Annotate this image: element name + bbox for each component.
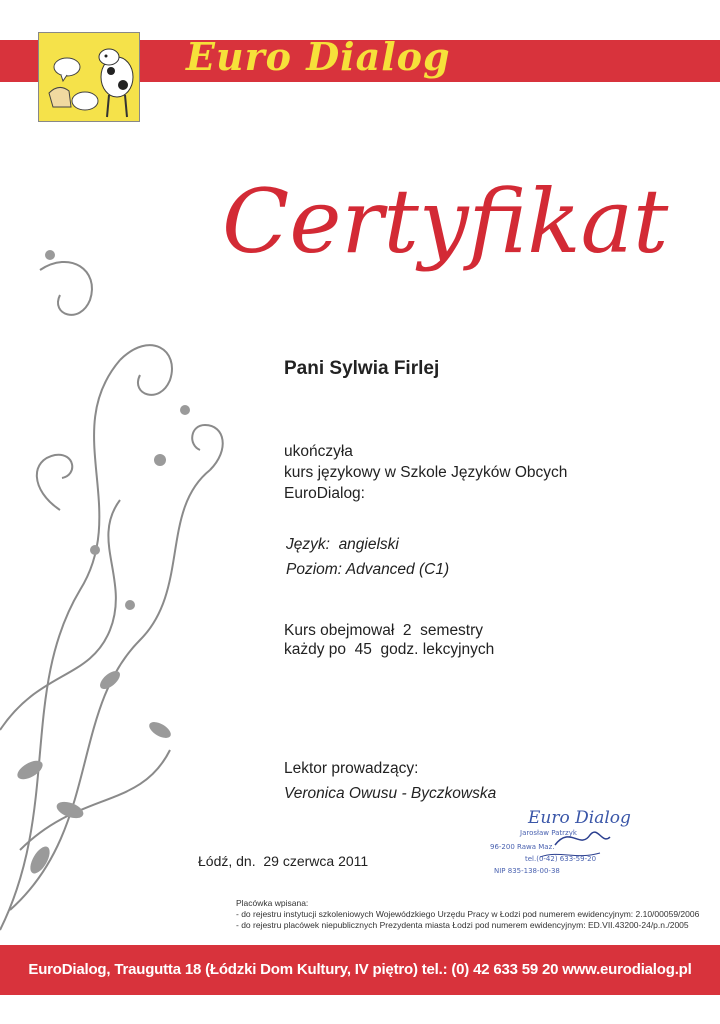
registration-notes [236, 898, 699, 931]
duration-prefix-2: każdy po [284, 641, 347, 658]
certificate-title: Certyfikat [222, 170, 669, 273]
stamp-line-4: NIP 835-138-00-38 [494, 867, 560, 875]
stamp-line-1: Jarosław Patrzyk [520, 829, 577, 837]
lektor-name: Veronica Owusu - Byczkowska [284, 785, 497, 802]
school-text: EuroDialog: [284, 485, 365, 502]
lektor-label: Lektor prowadzący: [284, 760, 419, 777]
stamp-line-2: 96-200 Rawa Maz. [490, 843, 555, 851]
stamp-brand: Euro Dialog [528, 808, 631, 828]
floral-ornament-icon [0, 210, 230, 950]
duration-line-2 [284, 641, 494, 659]
level-line [286, 561, 449, 579]
duration-prefix-1: Kurs obejmował [284, 622, 395, 639]
level-label: Poziom: [286, 561, 342, 578]
language-value: angielski [338, 536, 399, 553]
level-value: Advanced (C1) [345, 561, 450, 578]
brand-name: Euro Dialog [186, 34, 451, 79]
language-label: Język: [286, 536, 330, 553]
registration-line-2: - do rejestru placówek niepublicznych Prezydenta miasta Łodzi pod numerem ewidencyjnym: ED.VII.43200-24/p.n./2005 [236, 920, 689, 930]
brand-subtitle: Szkoła Języków Obcych [204, 83, 359, 97]
semesters-count: 2 [402, 622, 412, 639]
footer-contact: EuroDialog, Traugutta 18 (Łódzki Dom Kultury, IV piętro) tel.: (0) 42 633 59 20 www.eurodialog.pl [28, 961, 692, 978]
logo [38, 32, 140, 122]
language-line [286, 536, 399, 554]
animals-logo-icon [39, 33, 139, 121]
completed-text: ukończyła [284, 443, 353, 460]
stamp-line-3: tel.(0-42) 633-59-20 [525, 855, 597, 863]
duration-suffix-1: semestry [420, 622, 484, 639]
recipient-name: Pani Sylwia Firlej [284, 358, 440, 379]
duration-line-1 [284, 622, 483, 640]
duration-suffix-2: godz. lekcyjnych [380, 641, 495, 658]
hours-count: 45 [354, 641, 372, 658]
place-date [198, 853, 368, 869]
course-text: kurs językowy w Szkole Języków Obcych [284, 464, 568, 481]
place-prefix: Łódź, dn. [198, 853, 256, 869]
registration-heading: Placówka wpisana: [236, 898, 309, 908]
registration-line-1: - do rejestru instytucji szkoleniowych Wojewódzkiego Urzędu Pracy w Łodzi pod numerem ewidencyjnym: 2.10/00059/2006 [236, 909, 700, 919]
issue-date: 29 czerwca 2011 [263, 853, 369, 869]
